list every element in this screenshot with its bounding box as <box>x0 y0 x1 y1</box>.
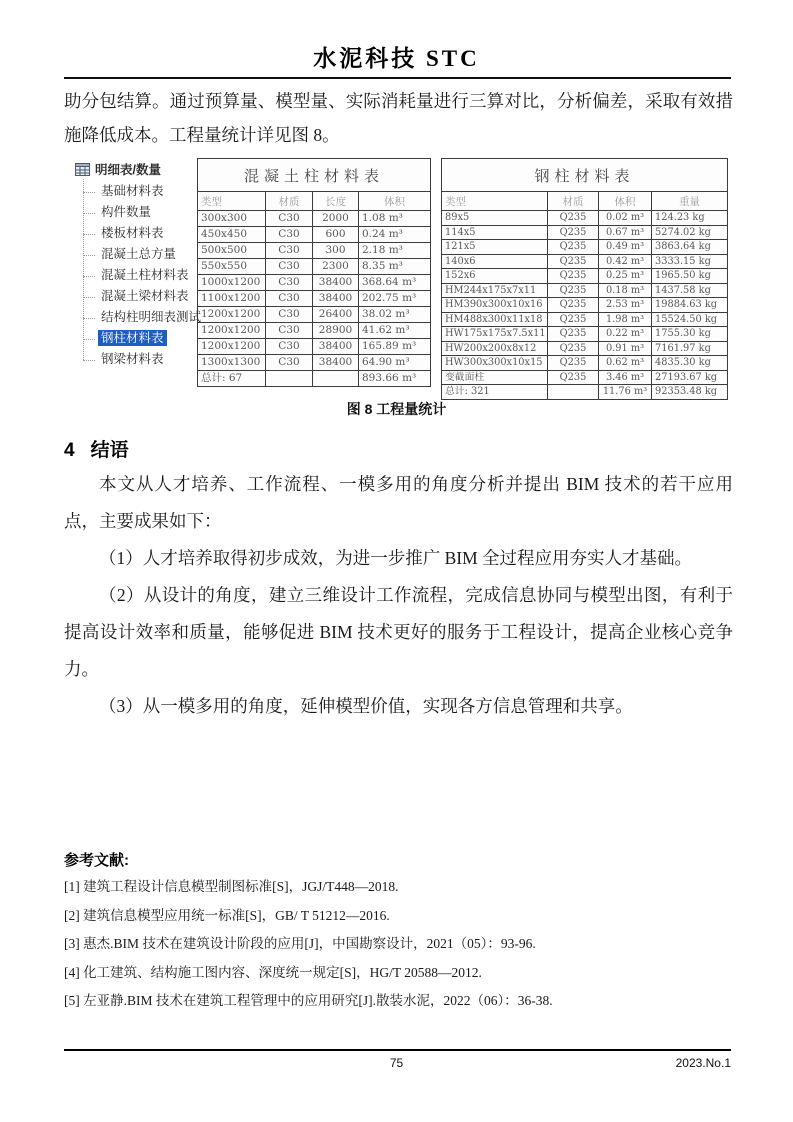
schedule-table-icon <box>75 163 90 176</box>
table-row <box>442 341 728 356</box>
table-cell: Q235 <box>548 370 599 385</box>
table-cell: Q235 <box>548 240 599 255</box>
paragraph-label: 本文从人才培养、工作流程、一模多用的角度分析并提出 BIM 技术的若干应用点，主要成果如下： <box>64 474 733 531</box>
table-row <box>198 243 431 259</box>
reference-item-label: [5] 左亚静.BIM 技术在建筑工程管理中的应用研究[J].散装水泥，2022（06）：36-38. <box>64 993 553 1008</box>
column-header: 长度 <box>313 192 359 211</box>
table-cell <box>548 385 599 400</box>
paragraph <box>64 540 733 577</box>
table-cell: 28900 <box>313 323 359 339</box>
table-cell: 2.53 m³ <box>599 298 652 313</box>
reference-item-label: [2] 建筑信息模型应用统一标准[S]，GB/ T 51212—2016. <box>64 907 390 923</box>
table-cell: Q235 <box>548 298 599 313</box>
paragraph <box>64 688 733 725</box>
table-row <box>198 323 431 339</box>
table-cell: 1100x1200 <box>198 291 266 307</box>
tree-item <box>83 223 197 244</box>
table-cell <box>313 371 359 387</box>
figure-quantity-statistics <box>75 158 728 400</box>
table-cell: 27193.67 kg <box>652 370 728 385</box>
tree-item <box>83 202 197 223</box>
tree-root <box>75 160 197 178</box>
section-heading <box>64 435 129 462</box>
table-cell: 140x6 <box>442 254 548 269</box>
table-cell: 124.23 kg <box>652 211 728 226</box>
reference-item <box>64 902 737 931</box>
table-row <box>442 240 728 255</box>
table-cell: C30 <box>266 307 313 323</box>
table-cell: C30 <box>266 275 313 291</box>
tree-item-label: 结构柱明细表测试 <box>101 310 202 324</box>
paragraph-label: （2）从设计的角度，建立三维设计工作流程，完成信息协同与模型出图，有利于提高设计效率和质量，能够促进 BIM 技术更好的服务于工程设计，提高企业核心竞争力。 <box>64 585 733 679</box>
tree-root-label: 明细表/数量 <box>95 163 161 177</box>
reference-item-label: [4] 化工建筑、结构施工图内容、深度统一规定[S]，HG/T 20588—2012. <box>64 964 482 980</box>
tree-item-label: 楼板材料表 <box>101 226 164 240</box>
table-cell: 1755.30 kg <box>652 327 728 342</box>
references-heading: 参考文献: <box>64 852 129 869</box>
table-cell: 1200x1200 <box>198 307 266 323</box>
schedule-tree-panel <box>75 158 202 370</box>
table-cell: 64.90 m³ <box>359 355 431 371</box>
tree-item <box>83 286 197 307</box>
table-cell: 89x5 <box>442 211 548 226</box>
table-cell: 11.76 m³ <box>599 385 652 400</box>
table-row <box>198 371 431 387</box>
table-cell: 0.49 m³ <box>599 240 652 255</box>
table-cell: C30 <box>266 355 313 371</box>
reference-item <box>64 987 737 1016</box>
table-title: 钢柱材料表 <box>442 159 728 192</box>
table-cell: 15524.50 kg <box>652 312 728 327</box>
table-cell: 26400 <box>313 307 359 323</box>
tree-item <box>83 244 197 265</box>
table-cell: 变截面柱 <box>442 370 548 385</box>
tree-item <box>83 181 197 202</box>
column-header: 重量 <box>652 192 728 211</box>
tree-item-label: 混凝土总方量 <box>101 247 177 261</box>
table-cell: 368.64 m³ <box>359 275 431 291</box>
table-body <box>198 211 431 387</box>
table-cell: 202.75 m³ <box>359 291 431 307</box>
figure-caption: 图 8 工程量统计 <box>346 401 447 417</box>
table-row <box>442 269 728 284</box>
table-cell: Q235 <box>548 269 599 284</box>
table-cell: C30 <box>266 323 313 339</box>
table-cell: 2300 <box>313 259 359 275</box>
table-cell: 152x6 <box>442 269 548 284</box>
table-cell: HW300x300x10x15 <box>442 356 548 371</box>
table-cell: 1200x1200 <box>198 323 266 339</box>
table-cell: 7161.97 kg <box>652 341 728 356</box>
table-row <box>442 225 728 240</box>
table-cell: 总计: 321 <box>442 385 548 400</box>
table-row <box>442 356 728 371</box>
table-header-row <box>198 192 431 211</box>
table-cell: 0.42 m³ <box>599 254 652 269</box>
tree-item-label: 基础材料表 <box>101 184 164 198</box>
table-cell: Q235 <box>548 254 599 269</box>
table-cell: C30 <box>266 291 313 307</box>
table-cell: 2.18 m³ <box>359 243 431 259</box>
footer-rule <box>64 1049 731 1051</box>
paragraph-label: （1）人才培养取得初步成效，为进一步推广 BIM 全过程应用夯实人才基础。 <box>99 548 693 568</box>
reference-item-label: [1] 建筑工程设计信息模型制图标准[S]，JGJ/T448—2018. <box>64 879 399 894</box>
table-cell: 38400 <box>313 291 359 307</box>
table-cell: 38400 <box>313 275 359 291</box>
table-row <box>442 327 728 342</box>
table-cell: 4835.30 kg <box>652 356 728 371</box>
tree-item-label: 混凝土梁材料表 <box>101 289 189 303</box>
tree-item <box>83 328 197 349</box>
reference-item-label: [3] 惠杰.BIM 技术在建筑设计阶段的应用[J]，中国勘察设计，2021（05）：93-96. <box>64 936 536 951</box>
table-row <box>198 227 431 243</box>
header-rule <box>64 77 731 79</box>
issue-label: 2023.No.1 <box>675 1056 731 1070</box>
table-row <box>198 355 431 371</box>
table-cell: 1965.50 kg <box>652 269 728 284</box>
table-cell: 3333.15 kg <box>652 254 728 269</box>
table-cell: Q235 <box>548 225 599 240</box>
table-cell: 38400 <box>313 355 359 371</box>
table-cell: C30 <box>266 339 313 355</box>
table-row <box>198 275 431 291</box>
table-cell: Q235 <box>548 327 599 342</box>
table-cell: 1200x1200 <box>198 339 266 355</box>
table-cell: 121x5 <box>442 240 548 255</box>
table-title-row <box>198 159 431 192</box>
table-cell: 550x550 <box>198 259 266 275</box>
table-cell: 1.08 m³ <box>359 211 431 227</box>
table-cell: HM244x175x7x11 <box>442 283 548 298</box>
table-cell: C30 <box>266 243 313 259</box>
table-row <box>198 259 431 275</box>
steel-column-material-table <box>441 158 728 400</box>
table-row <box>442 298 728 313</box>
page-number: 75 <box>389 1056 404 1070</box>
paragraph <box>64 577 733 688</box>
table-cell: 0.24 m³ <box>359 227 431 243</box>
section-number: 4 <box>64 440 75 461</box>
references-list <box>64 873 737 1016</box>
table-cell: Q235 <box>548 283 599 298</box>
table-cell: 1000x1200 <box>198 275 266 291</box>
table-cell: C30 <box>266 227 313 243</box>
table-row <box>198 211 431 227</box>
table-body <box>442 211 728 400</box>
table-header-row <box>442 192 728 211</box>
table-cell: Q235 <box>548 211 599 226</box>
concrete-column-material-table <box>197 158 431 387</box>
section-title: 结语 <box>90 440 129 461</box>
column-header: 类型 <box>198 192 266 211</box>
table-cell: 893.66 m³ <box>359 371 431 387</box>
table-row <box>442 385 728 400</box>
table-cell: 1.98 m³ <box>599 312 652 327</box>
table-row <box>198 307 431 323</box>
table-cell: 38.02 m³ <box>359 307 431 323</box>
table-cell: 38400 <box>313 339 359 355</box>
tree-item-label: 钢梁材料表 <box>101 352 164 366</box>
table-cell: 8.35 m³ <box>359 259 431 275</box>
table-cell: 总计: 67 <box>198 371 266 387</box>
table-cell: 0.67 m³ <box>599 225 652 240</box>
table-cell: HM390x300x10x16 <box>442 298 548 313</box>
table-cell: 114x5 <box>442 225 548 240</box>
table-row <box>442 370 728 385</box>
tree-item-label: 混凝土柱材料表 <box>101 268 189 282</box>
table-cell: HW175x175x7.5x11 <box>442 327 548 342</box>
reference-item <box>64 930 737 959</box>
table-row <box>198 339 431 355</box>
table-cell: 5274.02 kg <box>652 225 728 240</box>
column-header: 体积 <box>359 192 431 211</box>
table-cell: 165.89 m³ <box>359 339 431 355</box>
table-cell: 0.91 m³ <box>599 341 652 356</box>
tree-item <box>83 349 197 370</box>
tree-item-label: 构件数量 <box>101 205 152 219</box>
table-cell <box>266 371 313 387</box>
paragraph-label: （3）从一模多用的角度，延伸模型价值，实现各方信息管理和共享。 <box>99 696 633 716</box>
table-row <box>442 283 728 298</box>
column-header: 材质 <box>548 192 599 211</box>
table-cell: 2000 <box>313 211 359 227</box>
table-cell: 3.46 m³ <box>599 370 652 385</box>
table-cell: 0.25 m³ <box>599 269 652 284</box>
reference-item <box>64 873 737 902</box>
column-header: 类型 <box>442 192 548 211</box>
column-header: 材质 <box>266 192 313 211</box>
table-cell: 450x450 <box>198 227 266 243</box>
table-cell: 92353.48 kg <box>652 385 728 400</box>
table-row <box>198 291 431 307</box>
conclusion-paragraphs <box>64 466 733 725</box>
tree-item <box>83 265 197 286</box>
table-cell: Q235 <box>548 312 599 327</box>
table-cell: 300 <box>313 243 359 259</box>
table-cell: 3863.64 kg <box>652 240 728 255</box>
paragraph <box>64 466 733 540</box>
table-title: 混凝土柱材料表 <box>198 159 431 192</box>
tree-item-list <box>83 181 202 370</box>
table-cell: 0.62 m³ <box>599 356 652 371</box>
table-title-row <box>442 159 728 192</box>
table-cell: 1437.58 kg <box>652 283 728 298</box>
table-cell: 300x300 <box>198 211 266 227</box>
table-cell: Q235 <box>548 341 599 356</box>
reference-item <box>64 959 737 988</box>
table-cell: C30 <box>266 259 313 275</box>
table-cell: 0.18 m³ <box>599 283 652 298</box>
table-cell: C30 <box>266 211 313 227</box>
table-cell: 19884.63 kg <box>652 298 728 313</box>
table-row <box>442 312 728 327</box>
table-cell: 41.62 m³ <box>359 323 431 339</box>
journal-title: 水泥科技 STC <box>313 46 480 71</box>
table-cell: 0.22 m³ <box>599 327 652 342</box>
table-cell: 1300x1300 <box>198 355 266 371</box>
table-cell: 0.02 m³ <box>599 211 652 226</box>
table-cell: 600 <box>313 227 359 243</box>
table-cell: Q235 <box>548 356 599 371</box>
table-row <box>442 254 728 269</box>
column-header: 体积 <box>599 192 652 211</box>
table-cell: HW200x200x8x12 <box>442 341 548 356</box>
tree-item-label: 钢柱材料表 <box>98 330 167 346</box>
table-row <box>442 211 728 226</box>
intro-paragraph: 助分包结算。通过预算量、模型量、实际消耗量进行三算对比，分析偏差，采取有效措施降低成本。工程量统计详见图 8。 <box>64 91 733 145</box>
tree-item <box>83 307 202 328</box>
table-cell: HM488x300x11x18 <box>442 312 548 327</box>
table-cell: 500x500 <box>198 243 266 259</box>
